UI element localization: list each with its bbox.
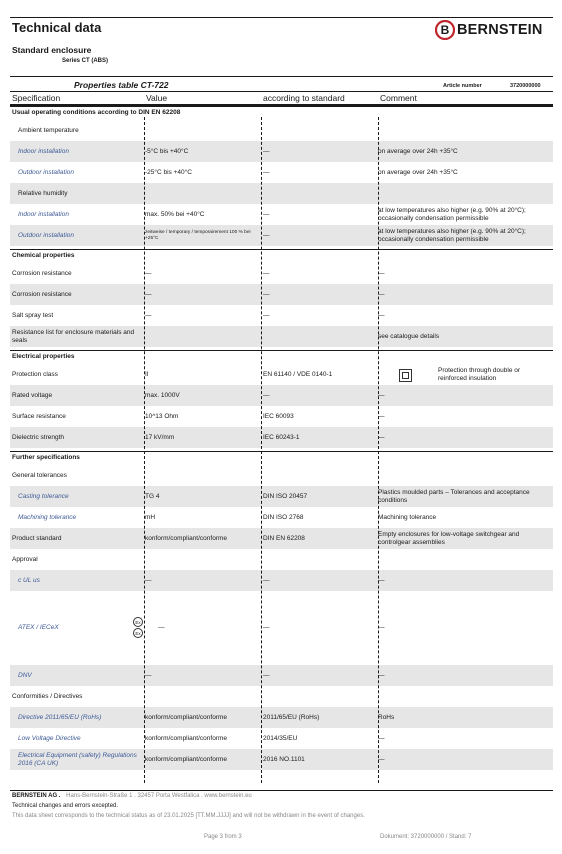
divider — [10, 91, 553, 92]
section-title: Chemical properties — [12, 252, 75, 259]
table-row — [10, 549, 553, 570]
column-header-comment: Comment — [380, 93, 417, 103]
standard-cell: — — [263, 269, 270, 277]
table-row — [10, 707, 553, 728]
section-header — [10, 106, 553, 120]
spec-cell: Protection class — [12, 370, 58, 378]
table-row — [10, 749, 553, 770]
footer-status: This data sheet corresponds to the technical status as of 23.01.2025 [TT.MM.JJJJ] and will not be withdrawn in the event of changes. — [12, 813, 365, 819]
standard-cell: 2014/35/EU — [263, 734, 298, 742]
standard-cell: — — [263, 671, 270, 679]
table-row — [10, 406, 553, 427]
value-cell: TG 4 — [145, 492, 160, 500]
value-cell: konform/compliant/conforme — [145, 534, 228, 542]
section-title: Usual operating conditions according to DIN EN 62208 — [12, 109, 181, 116]
svg-text:B: B — [440, 23, 450, 37]
value-cell: -25°C bis +40°C — [145, 168, 192, 176]
standard-cell: — — [263, 210, 270, 218]
table-row — [10, 263, 553, 284]
table-row — [10, 427, 553, 448]
table-row — [10, 162, 553, 183]
article-label: Article number — [443, 83, 482, 89]
comment-cell: Plastics moulded parts – Tolerances and acceptance conditions — [378, 488, 530, 504]
comment-cell: — — [378, 311, 385, 319]
value-cell: II — [145, 370, 149, 378]
divider — [10, 790, 553, 791]
spec-cell: Ambient temperature — [18, 126, 79, 134]
spec-cell: Casting tolerance — [18, 492, 69, 500]
spec-cell: Conformities / Directives — [12, 692, 83, 700]
footer-address-text: Hans-Bernstein-Straße 1 . 32457 Porta Westfalica . www.bernstein.eu — [66, 793, 252, 799]
standard-cell: 2011/65/EU (RoHs) — [263, 713, 320, 721]
spec-cell: Corrosion resistance — [12, 290, 72, 298]
comment-cell: — — [378, 391, 385, 399]
comment-cell: — — [378, 671, 385, 679]
table-row — [10, 728, 553, 749]
spec-cell: Surface resistance — [12, 412, 66, 420]
value-cell: — — [145, 576, 152, 584]
standard-cell: DIN EN 62208 — [263, 534, 305, 542]
value-cell: mH — [145, 513, 156, 521]
comment-cell: — — [378, 755, 385, 763]
column-header-specification: Specification — [12, 93, 61, 103]
column-divider — [261, 117, 262, 783]
section-title: Further specifications — [12, 454, 80, 461]
ex-icon: Ex — [133, 628, 143, 638]
standard-cell — [263, 326, 375, 347]
spec-cell: Indoor installation — [18, 210, 69, 218]
value-cell: 10^13 Ohm — [145, 412, 179, 420]
spec-cell: General tolerances — [12, 471, 67, 479]
value-cell: zeitweise / temporary / temporairement 100 % bei +25°C — [145, 229, 251, 241]
spec-cell: Salt spray test — [12, 311, 54, 319]
spec-cell: Approval — [12, 555, 38, 563]
standard-cell: — — [263, 624, 270, 631]
standard-cell: DIN ISO 2768 — [263, 513, 304, 521]
value-cell: 17 kV/mm — [145, 433, 175, 441]
brand-name: BERNSTEIN — [457, 22, 543, 38]
spec-cell: c UL us — [18, 576, 40, 584]
brand-logo — [435, 19, 543, 41]
value-cell: -5°C bis +40°C — [145, 147, 189, 155]
spec-cell: Machining tolerance — [18, 513, 77, 521]
table-row — [10, 528, 553, 549]
value-cell: max. 50% bei +40°C — [145, 210, 205, 218]
standard-cell: EN 61140 / VDE 0140-1 — [263, 370, 333, 378]
table-row — [10, 305, 553, 326]
comment-cell: at low temperatures also higher (e.g. 90% at 20°C); occasionally condensation permissible — [378, 227, 526, 243]
spec-cell: ATEX / IECeX — [18, 624, 59, 631]
section-header — [10, 350, 553, 364]
spec-cell: Outdoor installation — [18, 168, 75, 176]
value-cell: max. 1000V — [145, 391, 180, 399]
spec-cell: Relative humidity — [18, 189, 68, 197]
standard-cell: IEC 60093 — [263, 412, 294, 420]
value-cell: — — [158, 624, 165, 631]
comment-cell: — — [378, 624, 385, 631]
value-cell: — — [145, 671, 152, 679]
section-header — [10, 451, 553, 465]
table-row — [10, 183, 553, 204]
table-row — [10, 364, 553, 385]
comment-cell: on average over 24h +35°C — [378, 147, 458, 155]
table-row — [10, 465, 553, 486]
divider — [10, 76, 553, 77]
comment-cell: see catalogue details — [378, 332, 440, 340]
standard-cell: — — [263, 168, 270, 176]
column-divider — [144, 117, 145, 783]
table-row — [10, 120, 553, 141]
spec-cell: Low Voltage Directive — [18, 734, 81, 742]
standard-cell: — — [263, 231, 270, 239]
spec-cell: Resistance list for enclosure materials and seals — [12, 328, 135, 344]
comment-cell: — — [378, 269, 385, 277]
standard-cell: — — [263, 311, 270, 319]
spec-cell: Rated voltage — [12, 391, 53, 399]
standard-cell: — — [263, 391, 270, 399]
table-row — [10, 591, 553, 665]
table-row — [10, 486, 553, 507]
comment-cell: at low temperatures also higher (e.g. 90% at 20°C); occasionally condensation permissible — [378, 206, 526, 222]
footer-page: Page 3 from 3 — [204, 834, 242, 840]
column-divider — [378, 117, 379, 783]
page-subtitle: Standard enclosure — [12, 45, 92, 55]
table-row — [10, 570, 553, 591]
comment-cell: — — [378, 576, 385, 584]
comment-cell: — — [378, 734, 385, 742]
spec-cell: Outdoor installation — [18, 231, 75, 239]
value-cell: — — [145, 290, 152, 298]
table-row — [10, 204, 553, 225]
value-cell: konform/compliant/conforme — [145, 755, 228, 763]
spec-cell: Corrosion resistance — [12, 269, 72, 277]
table-row — [10, 284, 553, 305]
value-cell — [145, 326, 260, 347]
table-row — [10, 141, 553, 162]
footer-document: Dokument: 3720000000 / Stand: 7 — [380, 834, 472, 840]
table-row — [10, 665, 553, 686]
section-title: Electrical properties — [12, 353, 75, 360]
column-header-value: Value — [146, 93, 168, 103]
spec-cell: Product standard — [12, 534, 62, 542]
value-cell: — — [145, 269, 152, 277]
comment-cell: — — [378, 433, 385, 441]
table-row — [10, 385, 553, 406]
divider — [10, 17, 553, 18]
bernstein-logo-icon — [435, 20, 455, 40]
standard-cell: — — [263, 147, 270, 155]
spec-cell: Dielectric strength — [12, 433, 65, 441]
standard-cell: DIN ISO 20457 — [263, 492, 308, 500]
comment-cell: Machining tolerance — [378, 513, 437, 521]
comment-cell: RoHs — [378, 713, 395, 721]
spec-cell: Electrical Equipment (safety) Regulations 2016 (CA UK) — [18, 751, 137, 767]
section-header — [10, 249, 553, 263]
ex-icon: Ex — [133, 617, 143, 627]
table-row — [10, 326, 553, 347]
standard-cell: — — [263, 576, 270, 584]
footer-address — [12, 793, 252, 799]
column-header-standard: according to standard — [263, 93, 345, 103]
article-number: 3720000000 — [510, 83, 541, 89]
standard-cell: 2016 NO.1101 — [263, 755, 305, 763]
spec-cell: Directive 2011/65/EU (RoHs) — [18, 713, 102, 721]
comment-cell: Empty enclosures for low-voltage switchgear and controlgear assemblies — [378, 530, 520, 546]
table-row — [10, 225, 553, 246]
series-label: Series CT (ABS) — [62, 58, 109, 64]
comment-cell: on average over 24h +35°C — [378, 168, 458, 176]
footer-company: BERNSTEIN AG . — [12, 793, 61, 799]
spec-cell: DNV — [18, 671, 32, 679]
page-title: Technical data — [12, 20, 102, 35]
protection-class-2-icon — [399, 369, 412, 382]
value-cell: — — [145, 311, 152, 319]
footer-disclaimer: Technical changes and errors excepted. — [12, 803, 119, 809]
value-cell: konform/compliant/conforme — [145, 713, 228, 721]
properties-table-title: Properties table CT-722 — [74, 80, 169, 90]
comment-cell: — — [378, 412, 385, 420]
table-row — [10, 507, 553, 528]
spec-cell: Indoor installation — [18, 147, 69, 155]
standard-cell: IEC 60243-1 — [263, 433, 300, 441]
table-row — [10, 686, 553, 707]
standard-cell: — — [263, 290, 270, 298]
value-cell: konform/compliant/conforme — [145, 734, 228, 742]
comment-cell: Protection through double or reinforced insulation — [438, 366, 521, 382]
comment-cell: — — [378, 290, 385, 298]
